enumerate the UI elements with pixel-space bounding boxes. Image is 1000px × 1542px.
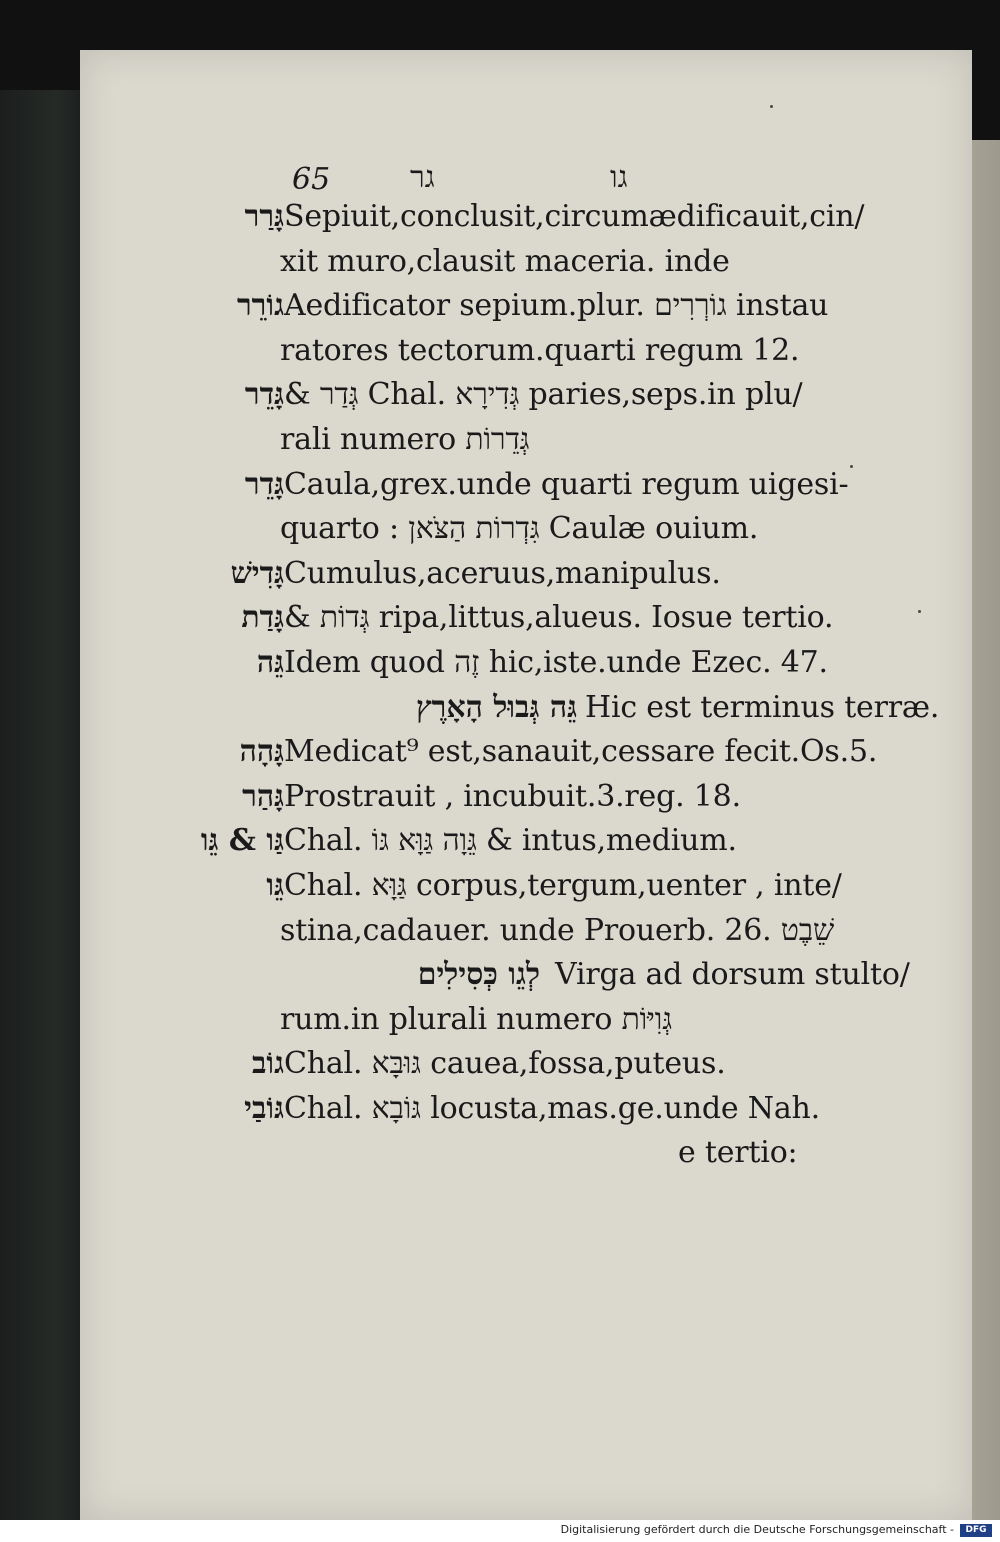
entry-text: e tertio: xyxy=(678,1135,798,1171)
entry-line xyxy=(80,418,972,463)
entry-line xyxy=(80,686,972,731)
entry-headword: גּוֹבַי xyxy=(244,1090,284,1126)
entry-headword: גוֹרֵר xyxy=(236,288,284,324)
footer-bar xyxy=(0,1520,1000,1542)
entry-text: Chal. גּוֹבָא locusta,mas.ge.unde Nah. xyxy=(284,1090,820,1126)
entry-line xyxy=(80,195,972,240)
entry-headword: גוֹב xyxy=(251,1046,284,1082)
entry-line xyxy=(80,864,972,909)
entry-headword: לְגֵו כְּסִילִים xyxy=(417,957,540,993)
entry-line xyxy=(80,819,972,864)
entry-line xyxy=(80,373,972,418)
folio-number: 65 xyxy=(292,162,331,197)
entry-line xyxy=(80,463,972,508)
entry-text: Sepiuit,conclusit,circumædificauit,cin/ xyxy=(284,199,865,234)
paper-speck xyxy=(918,610,921,613)
entry-text: Chal. גַּוָּא corpus,tergum,uenter , inte/ xyxy=(284,867,842,903)
entry-text: Hic est terminus terræ. xyxy=(585,689,940,725)
entry-line xyxy=(80,552,972,597)
entry-headword: גֵּה גְּבוּל הָאָרֶץ xyxy=(415,689,577,725)
entry-line xyxy=(80,329,972,374)
entry-headword: גֵּה xyxy=(256,644,284,680)
entry-headword: גָּהַר xyxy=(242,778,284,814)
entry-text: Aedificator sepium.plur. גוֹרְרִים instau xyxy=(284,288,829,324)
entry-text: & גְּדַר Chal. גְּדִירָא paries,seps.in plu/ xyxy=(284,377,803,413)
entry-headword: גַּו & גֵּו xyxy=(200,823,284,859)
entry-text: & גְּדוֹת ripa,littus,alueus. Iosue tertio. xyxy=(284,600,834,636)
entry-headword: גָּדַת xyxy=(241,600,284,636)
dfg-logo: DFG xyxy=(960,1524,992,1537)
book-page xyxy=(80,50,972,1520)
entry-line xyxy=(80,953,972,998)
entry-line xyxy=(80,775,972,820)
entry-line xyxy=(80,1087,972,1132)
entry-text: Virga ad dorsum stulto/ xyxy=(555,957,910,993)
entry-text: Chal. גֵּוָה גַּוָּא גּוֹ & intus,medium. xyxy=(284,823,737,859)
entry-line xyxy=(80,909,972,954)
entry-headword: גָּדֵר xyxy=(244,466,284,502)
entry-text: Caula,grex.unde quarti regum uigesi- xyxy=(284,466,849,502)
entry-headword: גֵּו xyxy=(266,867,284,903)
page-header xyxy=(80,160,972,200)
paper-speck xyxy=(770,105,773,108)
entry-text: Idem quod זֶה hic,iste.unde Ezec. 47. xyxy=(284,644,828,680)
entry-line xyxy=(80,1131,972,1176)
entry-line xyxy=(80,507,972,552)
left-shadow-edge xyxy=(0,90,80,1520)
entry-line xyxy=(80,998,972,1043)
entry-headword: גָּהָה xyxy=(239,734,284,770)
entry-text: stina,cadauer. unde Prouerb. 26. שֵׁבֶט xyxy=(280,912,835,948)
entry-text: Cumulus,aceruus,manipulus. xyxy=(284,555,721,591)
entry-headword: גָּרַר xyxy=(244,199,284,234)
entry-text: rali numero גְּדֵרוֹת xyxy=(280,421,530,457)
paper-speck xyxy=(850,465,853,468)
entry-text: Medicat⁹ est,sanauit,cessare fecit.Os.5. xyxy=(284,734,878,770)
entry-line xyxy=(80,596,972,641)
entry-text: quarto : גִּדְרוֹת הַצֹּאן Caulæ ouium. xyxy=(280,511,759,547)
entry-line xyxy=(80,240,972,285)
entry-text: ratores tectorum.quarti regum 12. xyxy=(280,332,800,368)
digitization-credit: Digitalisierung gefördert durch die Deutsche Forschungsgemeinschaft - xyxy=(560,1523,954,1536)
entry-line xyxy=(80,641,972,686)
entry-line xyxy=(80,730,972,775)
running-head-right: גו xyxy=(610,160,628,195)
entry-text: Chal. גּוּבָּא cauea,fossa,puteus. xyxy=(284,1046,726,1082)
running-head-left: גר xyxy=(410,160,435,195)
entry-text: rum.in plurali numero גְּוִיּוֹת xyxy=(280,1001,672,1037)
entry-text: Prostrauit , incubuit.3.reg. 18. xyxy=(284,778,741,814)
dictionary-entries xyxy=(80,195,972,1176)
entry-line xyxy=(80,1042,972,1087)
entry-text: xit muro,clausit maceria. inde xyxy=(280,243,730,279)
entry-headword: גָּדִישׁ xyxy=(230,555,284,591)
entry-line xyxy=(80,284,972,329)
entry-headword: גָּדֵר xyxy=(244,377,284,413)
